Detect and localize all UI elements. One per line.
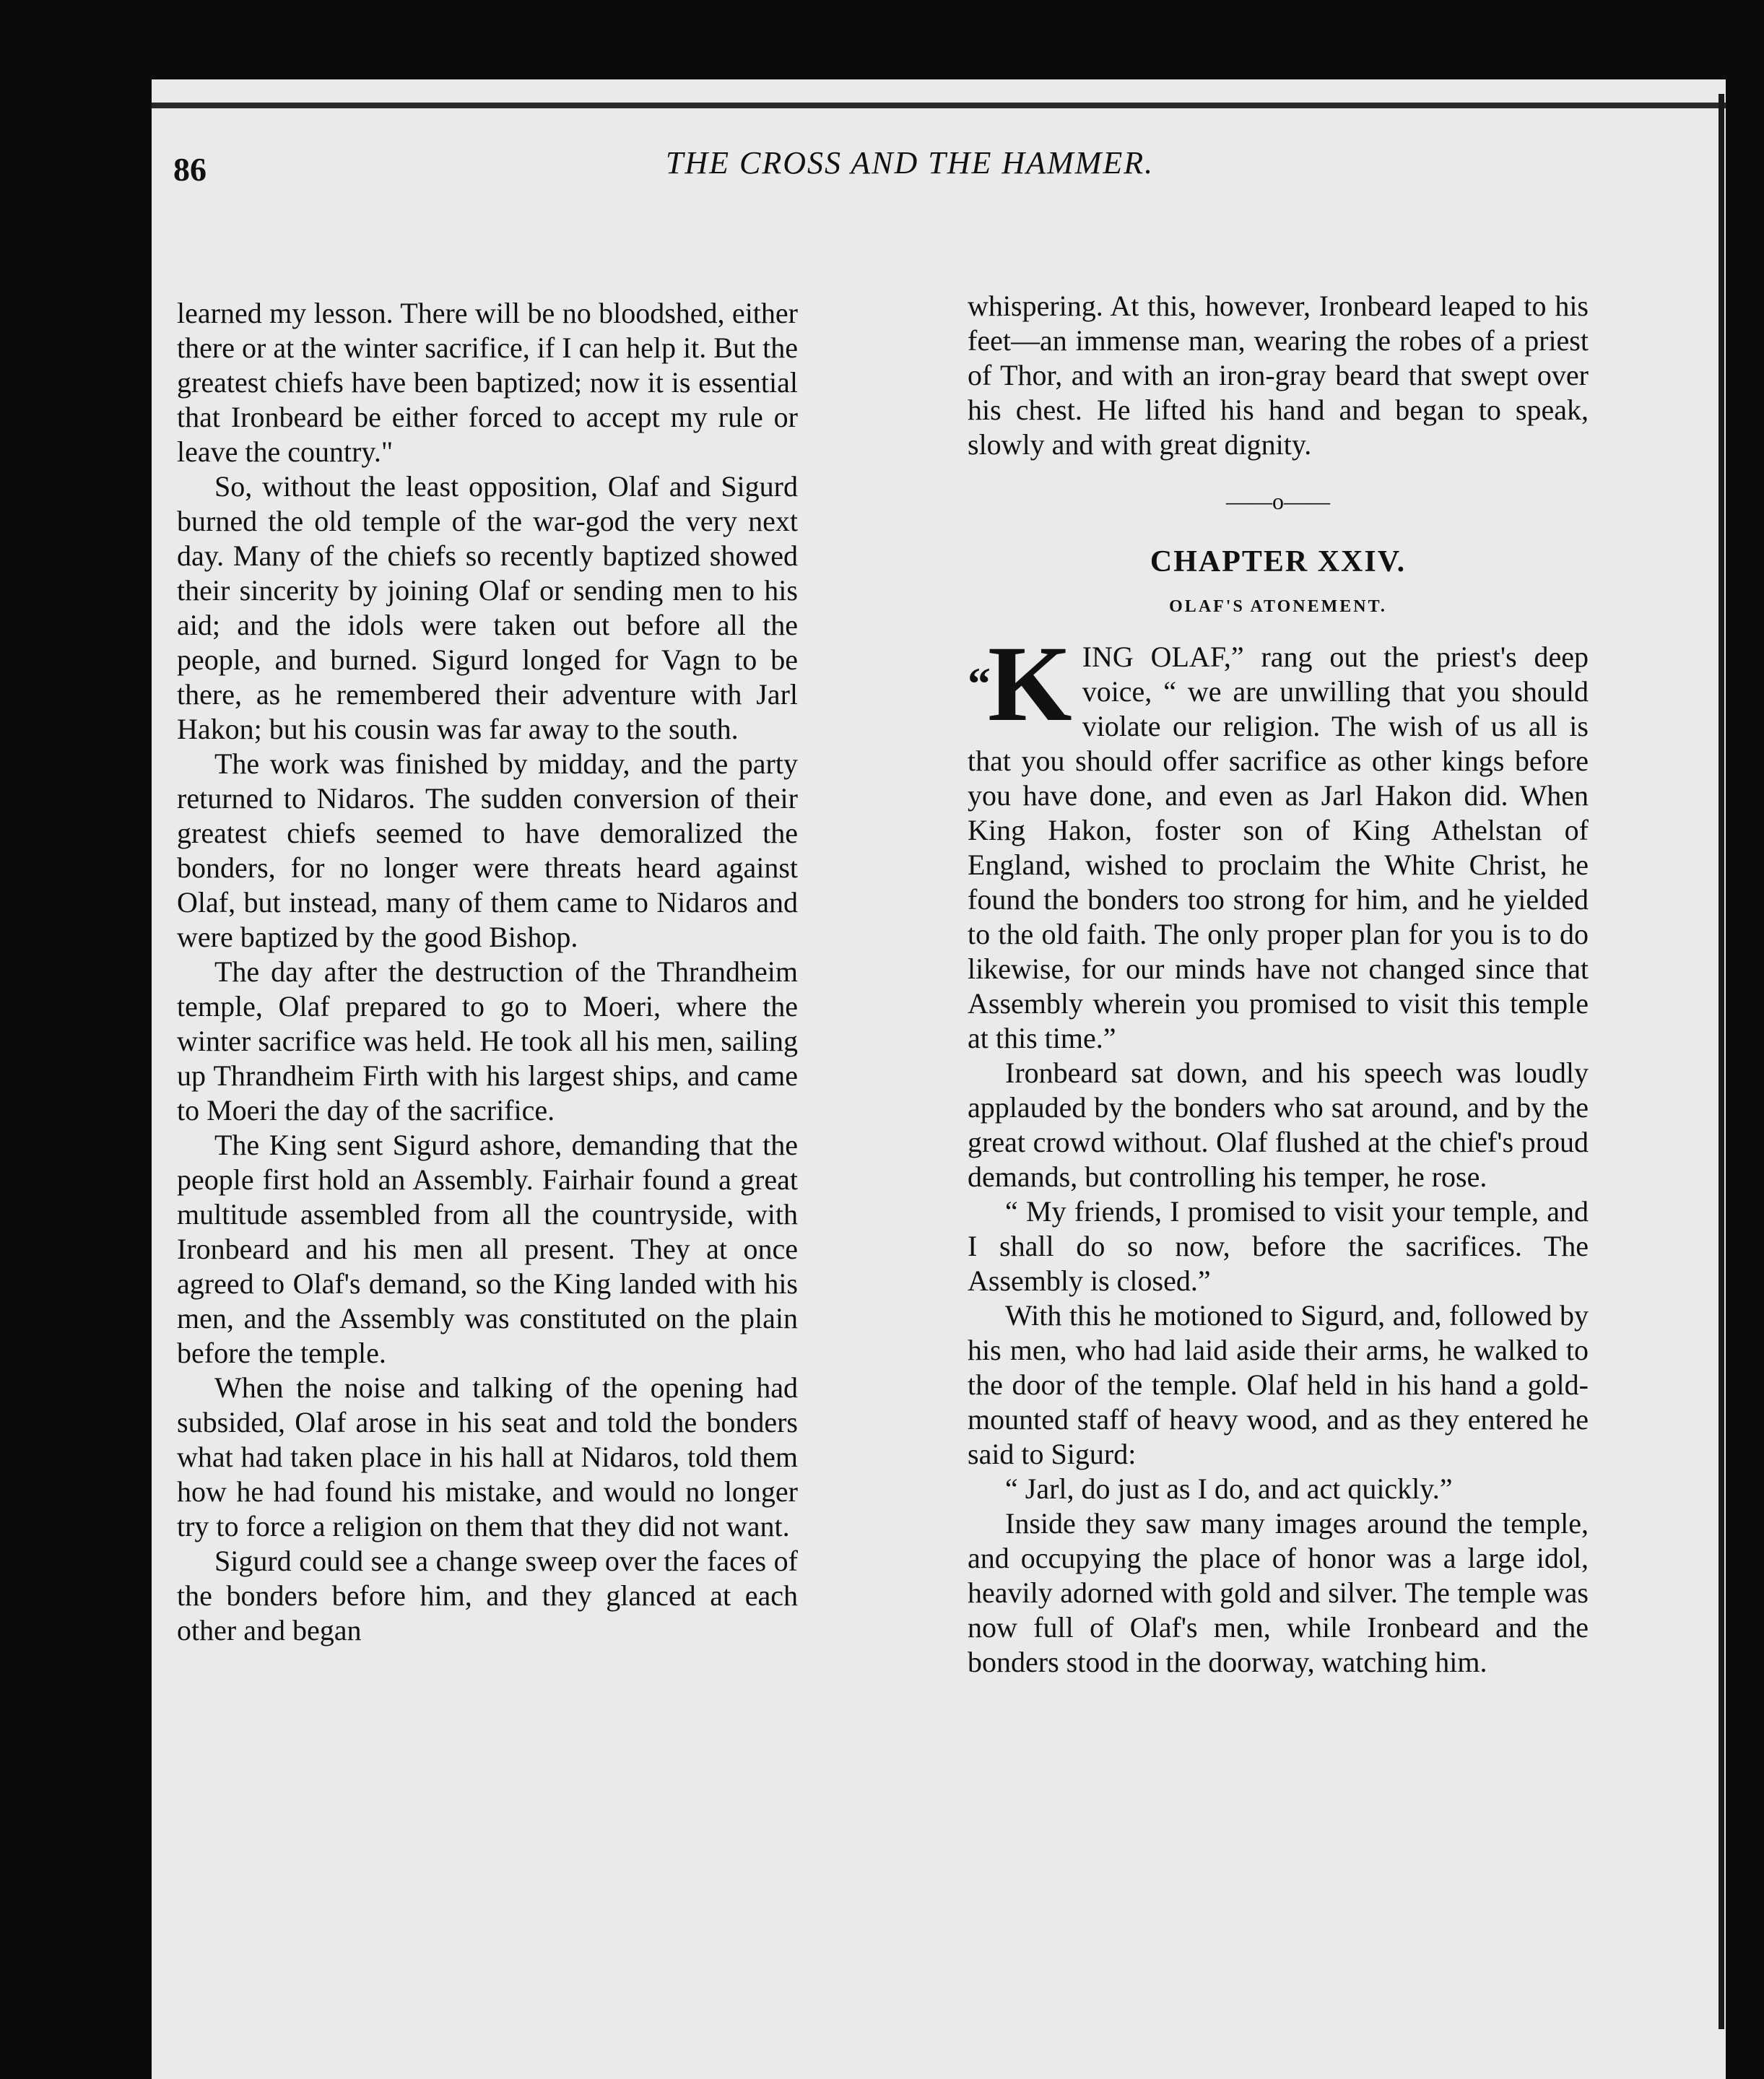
chapter-heading: CHAPTER XXIV.	[1150, 545, 1407, 578]
top-edge-rule	[152, 103, 1726, 108]
page-right-edge	[1719, 94, 1724, 2029]
section-ornament: ——o——	[1226, 488, 1330, 514]
paragraph: “ Jarl, do just as I do, and act quickly.”	[1005, 1472, 1453, 1505]
first-paragraph	[968, 624, 1589, 1056]
right-column	[968, 289, 1589, 1680]
paragraph: When the noise and talking of the opening had subsided, Olaf arose in his seat and told the bonders what had taken place in his hall at Nidaros, told them how he had found his mistake, and would no longer try to force a religion on them that they did not want.	[177, 1371, 798, 1542]
chapter-subtitle: OLAF'S ATONEMENT.	[1169, 597, 1387, 616]
paragraph: Ironbeard sat down, and his speech was loudly applauded by the bonders who sat around, and by the great crowd without. Olaf flushed at the chief's proud demands, but controlling his temper, he rose.	[968, 1056, 1589, 1193]
paragraph: The work was finished by midday, and the party returned to Nidaros. The sudden conversion of their greatest chiefs seemed to have demoralized the bonders, for no longer were threats heard against Olaf, but instead, many of them came to Nidaros and were baptized by the good Bishop.	[177, 747, 798, 953]
first-paragraph-text: ING OLAF,” rang out the priest's deep voice, “ we are unwilling that you should violate our religion. The wish of us all is that you should offer sacrifice as other kings before you have done, and even as Jarl Hakon did. When King Hakon, foster son of King Athelstan of England, wished to proclaim the White Christ, he found the bonders too strong for him, and he yielded to the old faith. The only proper plan for you is to do likewise, for our minds have not changed since that Assembly wherein you promised to visit this temple at this time.”	[968, 641, 1589, 1054]
running-title: THE CROSS AND THE HAMMER.	[665, 145, 1155, 181]
paragraph: “ My friends, I promised to visit your temple, and I shall do so now, before the sacrifices. The Assembly is closed.”	[968, 1195, 1589, 1297]
paragraph: So, without the least opposition, Olaf and Sigurd burned the old temple of the war-god the very next day. Many of the chiefs so recently baptized showed their sincerity by joining Olaf or sending men to his aid; and the idols were taken out before all the people, and burned. Sigurd longed for Vagn to be there, as he remembered their adventure with Jarl Hakon; but his cousin was far away to the south.	[177, 470, 798, 745]
paragraph: With this he motioned to Sigurd, and, followed by his men, who had laid aside their arms, he walked to the door of the temple. Olaf held in his hand a gold-mounted staff of heavy wood, and as they entered he said to Sigurd:	[968, 1299, 1589, 1470]
left-column	[177, 296, 798, 1648]
drop-cap	[968, 624, 1072, 744]
paragraph: The King sent Sigurd ashore, demanding that the people first hold an Assembly. Fairhair found a great multitude assembled from all the countryside, with Ironbeard and his men all present. They at once agreed to Olaf's demand, so the King landed with his men, and the Assembly was constituted on the plain before the temple.	[177, 1129, 798, 1369]
page-number: 86	[173, 151, 207, 188]
paragraph: Inside they saw many images around the temple, and occupying the place of honor was a large idol, heavily adorned with gold and silver. The temple was now full of Olaf's men, while Ironbeard and the bonders stood in the doorway, watching him.	[968, 1507, 1589, 1678]
paragraph: Sigurd could see a change sweep over the faces of the bonders before him, and they glanced at each other and began	[177, 1545, 798, 1646]
drop-cap-quote: “	[968, 658, 991, 709]
drop-cap-letter: K	[988, 624, 1072, 744]
paragraph: whispering. At this, however, Ironbeard leaped to his feet—an immense man, wearing the robes of a priest of Thor, and with an iron-gray beard that swept over his chest. He lifted his hand and began to speak, slowly and with great dignity.	[968, 290, 1589, 461]
paragraph: learned my lesson. There will be no bloodshed, either there or at the winter sacrifice, if I can help it. But the greatest chiefs have been baptized; now it is essential that Ironbeard be either forced to accept my rule or leave the country."	[177, 297, 798, 468]
paragraph: The day after the destruction of the Thrandheim temple, Olaf prepared to go to Moeri, where the winter sacrifice was held. He took all his men, sailing up Thrandheim Firth with his largest ships, and came to Moeri the day of the sacrifice.	[177, 955, 798, 1127]
